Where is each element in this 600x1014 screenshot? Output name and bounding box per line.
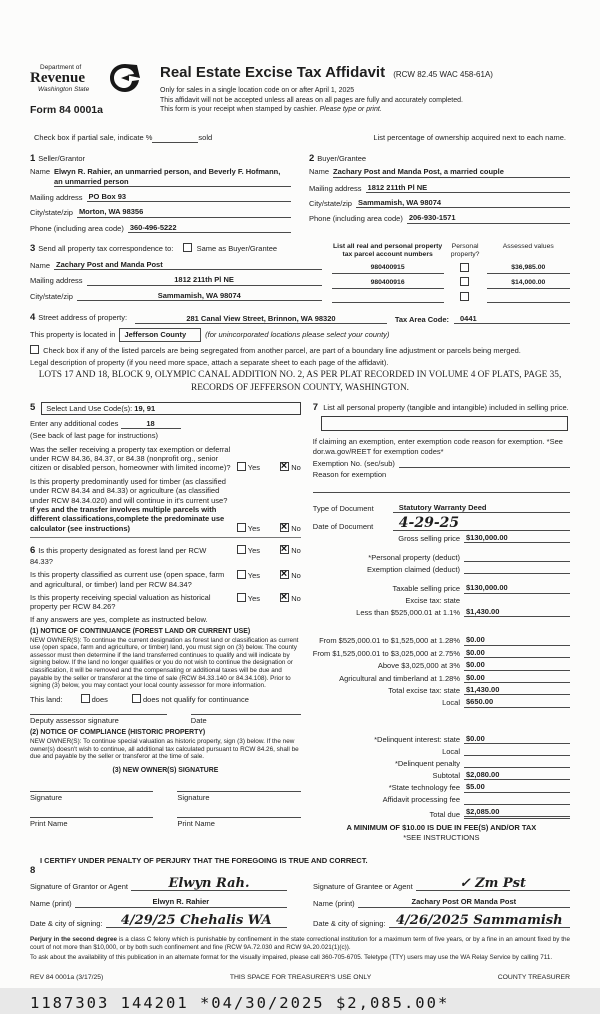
seller-name-value: Elwyn R. Rahier, an unmarried person, and Beverly F. Hofmann, an unmarried person xyxy=(54,167,291,187)
street-address-label: Street address of property: xyxy=(38,313,128,323)
personal-property-checkbox-1 xyxy=(460,263,469,272)
section-4-number: 4 xyxy=(30,312,36,324)
partial-sale-label: Check box if partial sale, indicate % sold xyxy=(34,132,213,142)
timber-agriculture-question: Is this property predominantly used for timber (as classified under RCW 84.34 and 84.33) or agriculture (as classified under RCW 84.34.020) and will continue in it's current use? If yes and the transfer involves multiple parcels with different classifications,complete the predominate use calculator (see instructions) Yes × No xyxy=(30,477,301,533)
buyer-city-value: Sammamish, WA 98074 xyxy=(356,198,570,208)
dor-swirl-icon xyxy=(108,62,142,96)
date-of-document-value: 4-29-25 xyxy=(393,516,570,531)
assessed-value-2: $14,000.00 xyxy=(487,279,570,289)
perjury-note: Perjury in the second degree is a class C felony which is punishable by confinement in the state correctional institution for a maximum term of five years, or by a fine in an amount fixed by the court of not more than $10,000, or by both such confinement and fine (RCW 9A.72.030 and RCW 9A.20.021(1)(c)). xyxy=(30,936,570,952)
seller-heading: Seller/Grantor xyxy=(38,154,85,164)
assessed-value-1: $36,985.00 xyxy=(487,264,570,274)
buyer-address-value: 1812 211th Pl NE xyxy=(366,183,570,193)
grantor-name-print-label: Name (print) xyxy=(30,898,72,908)
county-treasurer-label: COUNTY TREASURER xyxy=(497,973,570,981)
notice-continuance-title: (1) NOTICE OF CONTINUANCE (FOREST LAND OR CURRENT USE) xyxy=(30,628,251,636)
taxable-selling-price-label: Taxable selling price xyxy=(392,584,460,594)
parcel-row xyxy=(332,263,570,274)
form-number: Form 84 0001a xyxy=(30,103,103,116)
buyer-name-value: Zachary Post and Manda Post, a married couple xyxy=(333,167,570,177)
buyer-heading: Buyer/Grantee xyxy=(317,154,367,164)
delinquent-local-value xyxy=(464,746,570,756)
parcel-row xyxy=(332,277,570,288)
grantee-signature-label: Signature of Grantee or Agent xyxy=(313,881,413,891)
county-note: (for unincorporated locations please select your county) xyxy=(205,330,390,340)
tax-area-code-value: 0441 xyxy=(454,314,570,324)
tier3-value: $0.00 xyxy=(464,648,570,658)
excise-tax-state-value xyxy=(464,596,570,605)
parcel-accounts-header: List all real and personal property tax parcel account numbers xyxy=(333,243,443,259)
deputy-assessor-signature-line: Deputy assessor signature xyxy=(30,714,167,725)
header-note-2: This affidavit will not be accepted unless all areas on all pages are fully and accurately completed. xyxy=(160,96,463,104)
partial-sale-row xyxy=(34,133,566,143)
parcel-table xyxy=(332,243,570,303)
header-note-1: Only for sales in a single location code on or after April 1, 2025 xyxy=(160,86,355,94)
correspondence-label: Send all property tax correspondence to: xyxy=(38,244,174,253)
s6-q3-no-checkbox xyxy=(280,593,289,602)
buyer-city-label: City/state/zip xyxy=(309,198,352,208)
personal-property-input-box xyxy=(321,416,568,431)
legal-description-value: LOTS 17 AND 18, BLOCK 9, OLYMPIC CANAL ADDITION NO. 2, AS PER PLAT RECORDED IN VOLUME 4 OF PLATS, PAGE 35, RECORDS OF JEFFERSON COUNTY, WASHINGTON. xyxy=(38,370,562,393)
rev-number: REV 84 0001a (3/17/25) xyxy=(30,973,104,981)
s6-q2-yes-checkbox xyxy=(237,570,246,579)
agricultural-timberland-value: $0.00 xyxy=(464,673,570,683)
total-excise-state-value: $1,430.00 xyxy=(464,685,570,695)
forest-land-question: 6 Is this property designated as forest land per RCW 84.33? Yes × No xyxy=(30,545,301,566)
exemption-deferral-question: Was the seller receiving a property tax exemption or deferral under RCW 84.36, 84.37, or 84.38 (nonprofit org., senior citizen or disabled person, homeowner with limited income)? Yes × No xyxy=(30,445,301,473)
correspondence-address-label: Mailing address xyxy=(30,276,83,286)
see-instructions-note: *SEE INSTRUCTIONS xyxy=(403,832,480,842)
reason-exemption-label: Reason for exemption xyxy=(312,470,387,480)
back-page-note: (See back of last page for instructions) xyxy=(30,431,158,441)
same-as-buyer-checkbox xyxy=(183,243,192,252)
personal-property-label: List all personal property (tangible and intangible) included in selling price. xyxy=(323,402,569,412)
legal-description-label: Legal description of property (if you need more space, attach a separate sheet to each page of the affidavit). xyxy=(30,358,389,368)
section-6-number: 6 xyxy=(30,545,36,557)
assessed-values-header: Assessed values xyxy=(502,243,554,250)
personal-property-header: Personal property? xyxy=(450,243,480,259)
subtotal-label: Subtotal xyxy=(432,771,460,781)
logo-dept-text: Department of xyxy=(40,64,82,71)
tier2-label: From $525,000.01 to $1,525,000 at 1.28% xyxy=(319,636,460,646)
total-due-value: $2,085.00 xyxy=(464,807,570,819)
minimum-due-note: A MINIMUM OF $10.00 IS DUE IN FEE(S) AND/OR TAX xyxy=(346,823,537,833)
parcel-account-2: 980400916 xyxy=(332,279,444,289)
tier1-value: $1,430.00 xyxy=(464,607,570,617)
local-tax-label: Local xyxy=(442,698,460,708)
buyer-address-label: Mailing address xyxy=(309,183,362,193)
exemption-note: If claiming an exemption, enter exemption code reason for exemption. *See dor.wa.gov/REET for exemption codes* xyxy=(312,437,563,456)
delinquent-interest-value: $0.00 xyxy=(464,734,570,744)
grantee-name-print-value: Zachary Post OR Manda Post xyxy=(358,897,570,908)
segregated-checkbox xyxy=(30,345,39,354)
if-yes-note: If any answers are yes, complete as instructed below. xyxy=(30,614,208,624)
street-address-value: 281 Canal View Street, Brinnon, WA 98320 xyxy=(135,314,387,324)
alternate-format-note: To ask about the availability of this publication in an alternate format for the visually impaired, please call 360-705-6705. Teletype (TTY) users may use the WA Relay Service by calling 711. xyxy=(30,953,553,961)
located-in-label: This property is located in xyxy=(30,330,116,340)
seller-city-label: City/state/zip xyxy=(30,208,73,218)
processing-fee-label: Affidavit processing fee xyxy=(382,795,460,805)
logo-state-text: Washington State xyxy=(38,85,90,93)
section-7-number: 7 xyxy=(312,401,319,413)
land-use-code-box: Select Land Use Code(s): 19, 91 xyxy=(41,402,301,415)
delinquent-penalty-value xyxy=(464,758,570,768)
technology-fee-value: $5.00 xyxy=(464,782,570,792)
date-of-document-label: Date of Document xyxy=(312,521,374,531)
parcel-account-3 xyxy=(332,293,444,303)
section-personal-property xyxy=(313,402,570,493)
personal-property-checkbox-2 xyxy=(460,277,469,286)
s6-q2-no-checkbox xyxy=(280,570,289,579)
page-title: Real Estate Excise Tax Affidavit xyxy=(160,64,386,81)
section-buyer-grantee xyxy=(309,153,570,233)
agricultural-timberland-label: Agricultural and timberland at 1.28% xyxy=(339,673,460,683)
technology-fee-label: *State technology fee xyxy=(388,783,460,793)
lu-q1-yes-checkbox xyxy=(237,462,246,471)
correspondence-city-value: Sammamish, WA 98074 xyxy=(77,291,322,301)
grantor-name-print-value: Elwyn R. Rahier xyxy=(75,897,287,908)
county-select: Jefferson County xyxy=(119,328,201,341)
exemption-no-value xyxy=(399,458,570,468)
exemption-no-label: Exemption No. (sec/sub) xyxy=(312,458,395,468)
tier1-label: Less than $525,000.01 at 1.1% xyxy=(356,608,460,618)
subtotal-value: $2,080.00 xyxy=(464,770,570,780)
exemption-claimed-label: Exemption claimed (deduct) xyxy=(367,564,460,574)
grantee-date-city-value: 4/26/2025 Sammamish xyxy=(389,914,570,928)
personal-property-deduct-label: *Personal property (deduct) xyxy=(368,552,460,562)
notice-compliance-title: (2) NOTICE OF COMPLIANCE (HISTORIC PROPERTY) xyxy=(30,729,206,737)
seller-phone-value: 360-496-5222 xyxy=(128,223,291,233)
type-of-document-label: Type of Document xyxy=(312,503,374,513)
seller-phone-label: Phone (including area code) xyxy=(30,223,124,233)
assessed-value-3 xyxy=(487,293,570,303)
lu-q1-no-checkbox xyxy=(280,462,289,471)
section-1-number: 1 xyxy=(30,153,36,165)
ownership-percentage-label: List percentage of ownership acquired next to each name. xyxy=(373,132,566,142)
taxable-selling-price-value: $130,000.00 xyxy=(464,583,570,593)
seller-address-label: Mailing address xyxy=(30,192,83,202)
owner-print-name-line-1: Print Name xyxy=(30,817,153,828)
delinquent-interest-label: *Delinquent interest: state xyxy=(374,734,460,744)
dor-logo xyxy=(30,64,148,117)
grantee-name-print-label: Name (print) xyxy=(313,898,355,908)
parcel-row xyxy=(332,292,570,303)
current-use-question: Is this property classified as current use (open space, farm and agricultural, or timber) land per RCW 84.34? Yes × No xyxy=(30,570,301,589)
seller-city-value: Morton, WA 98356 xyxy=(77,207,291,217)
header xyxy=(30,64,570,117)
delinquent-local-label: Local xyxy=(442,746,460,756)
section-land-use xyxy=(30,402,301,415)
certify-statement: I CERTIFY UNDER PENALTY OF PERJURY THAT THE FOREGOING IS TRUE AND CORRECT. xyxy=(40,855,368,865)
personal-property-deduct-value xyxy=(464,552,570,562)
additional-codes-label: Enter any additional codes xyxy=(30,418,119,428)
s6-q1-yes-checkbox xyxy=(237,545,246,554)
tier2-value: $0.00 xyxy=(464,635,570,645)
historical-valuation-question: Is this property receiving special valuation as historical property per RCW 84.26? Yes × No xyxy=(30,593,301,612)
correspondence-name-value: Zachary Post and Manda Post xyxy=(54,260,322,270)
gross-selling-price-label: Gross selling price xyxy=(398,533,460,543)
notice-continuance-body: NEW OWNER(S): To continue the current designation as forest land or classification as current use (open space, farm and agriculture, or timber) land, you must sign on (3) below. The county assessor must then determine if the land transferred continues to qualify and will indicate by signing below. If the land no longer qualifies or you do not wish to continue the designation or classification, it will be removed and the compensating or additional taxes will be due and payable by the seller or transferor at the time of sale (RCW 84.33.140 or 84.34.108). Prior to signing (3) below, you may contact your local county assessor for more information. xyxy=(30,636,299,690)
owner-print-name-line-2: Print Name xyxy=(177,817,300,828)
section-5-number: 5 xyxy=(30,401,36,413)
header-note-3: This form is your receipt when stamped by cashier. Please type or print. xyxy=(160,106,382,114)
segregated-label: Check box if any of the listed parcels are being segregated from another parcel, are part of a boundary line adjustment or parcels being merged. xyxy=(43,345,521,355)
grantee-signature-value: ✓ Zm Pst xyxy=(416,877,570,891)
land-use-code-value: 19, 91 xyxy=(134,403,156,413)
tier3-label: From $1,525,000.01 to $3,025,000 at 2.75% xyxy=(312,648,460,658)
s6-q3-yes-checkbox xyxy=(237,593,246,602)
tier4-value: $0.00 xyxy=(464,660,570,670)
exemption-claimed-value xyxy=(464,564,570,574)
total-excise-state-label: Total excise tax: state xyxy=(388,685,460,695)
section-2-number: 2 xyxy=(309,153,315,165)
additional-codes-value: 18 xyxy=(121,419,181,429)
grantee-date-city-label: Date & city of signing: xyxy=(313,918,386,928)
grantee-signature-block xyxy=(313,877,570,928)
correspondence-city-label: City/state/zip xyxy=(30,291,73,301)
section-tax-correspondence xyxy=(30,243,322,303)
gross-selling-price-value: $130,000.00 xyxy=(464,533,570,543)
notice-compliance-body: NEW OWNER(S): To continue special valuation as historic property, sign (3) below. If the new owner(s) doesn't wish to continue, all additional tax calculated pursuant to RCW 84.26, shall be due and payable by the seller or transferor at the time of sale. xyxy=(30,738,299,761)
footer xyxy=(30,974,570,982)
type-of-document-value: Statutory Warranty Deed xyxy=(393,503,570,513)
lu-q2-yes-checkbox xyxy=(237,523,246,532)
owner-signature-line-2: Signature xyxy=(177,791,300,802)
title-block xyxy=(148,64,570,117)
new-owner-signature-title: (3) NEW OWNER(S) SIGNATURE xyxy=(112,766,219,774)
excise-tax-state-label: Excise tax: state xyxy=(405,595,460,605)
section-8-number: 8 xyxy=(30,865,36,877)
owner-signature-line-1: Signature xyxy=(30,791,153,802)
this-land-row: This land: does does not qualify for continuance xyxy=(30,694,249,704)
tax-area-code-label: Tax Area Code: xyxy=(394,314,449,324)
section-3-number: 3 xyxy=(30,243,36,254)
personal-property-checkbox-3 xyxy=(460,292,469,301)
land-does-checkbox xyxy=(81,694,90,703)
seller-name-label: Name xyxy=(30,167,51,177)
grantor-date-city-label: Date & city of signing: xyxy=(30,918,103,928)
treasurer-space-label: THIS SPACE FOR TREASURER'S USE ONLY xyxy=(229,973,372,981)
local-tax-value: $650.00 xyxy=(464,697,570,707)
seller-address-value: PO Box 93 xyxy=(87,192,291,202)
buyer-name-label: Name xyxy=(309,167,330,177)
parcel-account-1: 980400915 xyxy=(332,264,444,274)
buyer-phone-label: Phone (including area code) xyxy=(309,214,403,224)
title-rcw-reference: (RCW 82.45 WAC 458-61A) xyxy=(393,70,493,79)
reason-exemption-value xyxy=(313,480,570,493)
total-due-label: Total due xyxy=(429,809,460,819)
logo-revenue-text: Revenue xyxy=(30,70,85,87)
grantor-signature-label: Signature of Grantor or Agent xyxy=(30,881,128,891)
grantor-date-city-value: 4/29/25 Chehalis WA xyxy=(106,914,287,928)
processing-fee-value xyxy=(464,795,570,805)
grantor-signature-value: Elwyn Rah. xyxy=(131,877,287,891)
section-property-address xyxy=(30,312,570,393)
buyer-phone-value: 206-930-1571 xyxy=(407,213,570,223)
section-seller-grantor xyxy=(30,153,291,233)
deputy-date-line: Date xyxy=(191,714,301,725)
section-forest-land xyxy=(30,537,301,828)
correspondence-name-label: Name xyxy=(30,260,51,270)
same-as-buyer-label: Same as Buyer/Grantee xyxy=(196,244,278,253)
section-certification xyxy=(30,856,570,928)
grantor-signature-block xyxy=(30,877,287,928)
land-does-not-checkbox xyxy=(132,694,141,703)
s6-q1-no-checkbox xyxy=(280,545,289,554)
tier4-label: Above $3,025,000 at 3% xyxy=(377,661,460,671)
delinquent-penalty-label: *Delinquent penalty xyxy=(394,758,460,768)
treasurer-stamp: 1187303 144201 *04/30/2025 $2,085.00* xyxy=(30,994,450,1013)
lu-q2-no-checkbox xyxy=(280,523,289,532)
correspondence-address-value: 1812 211th Pl NE xyxy=(87,275,322,285)
